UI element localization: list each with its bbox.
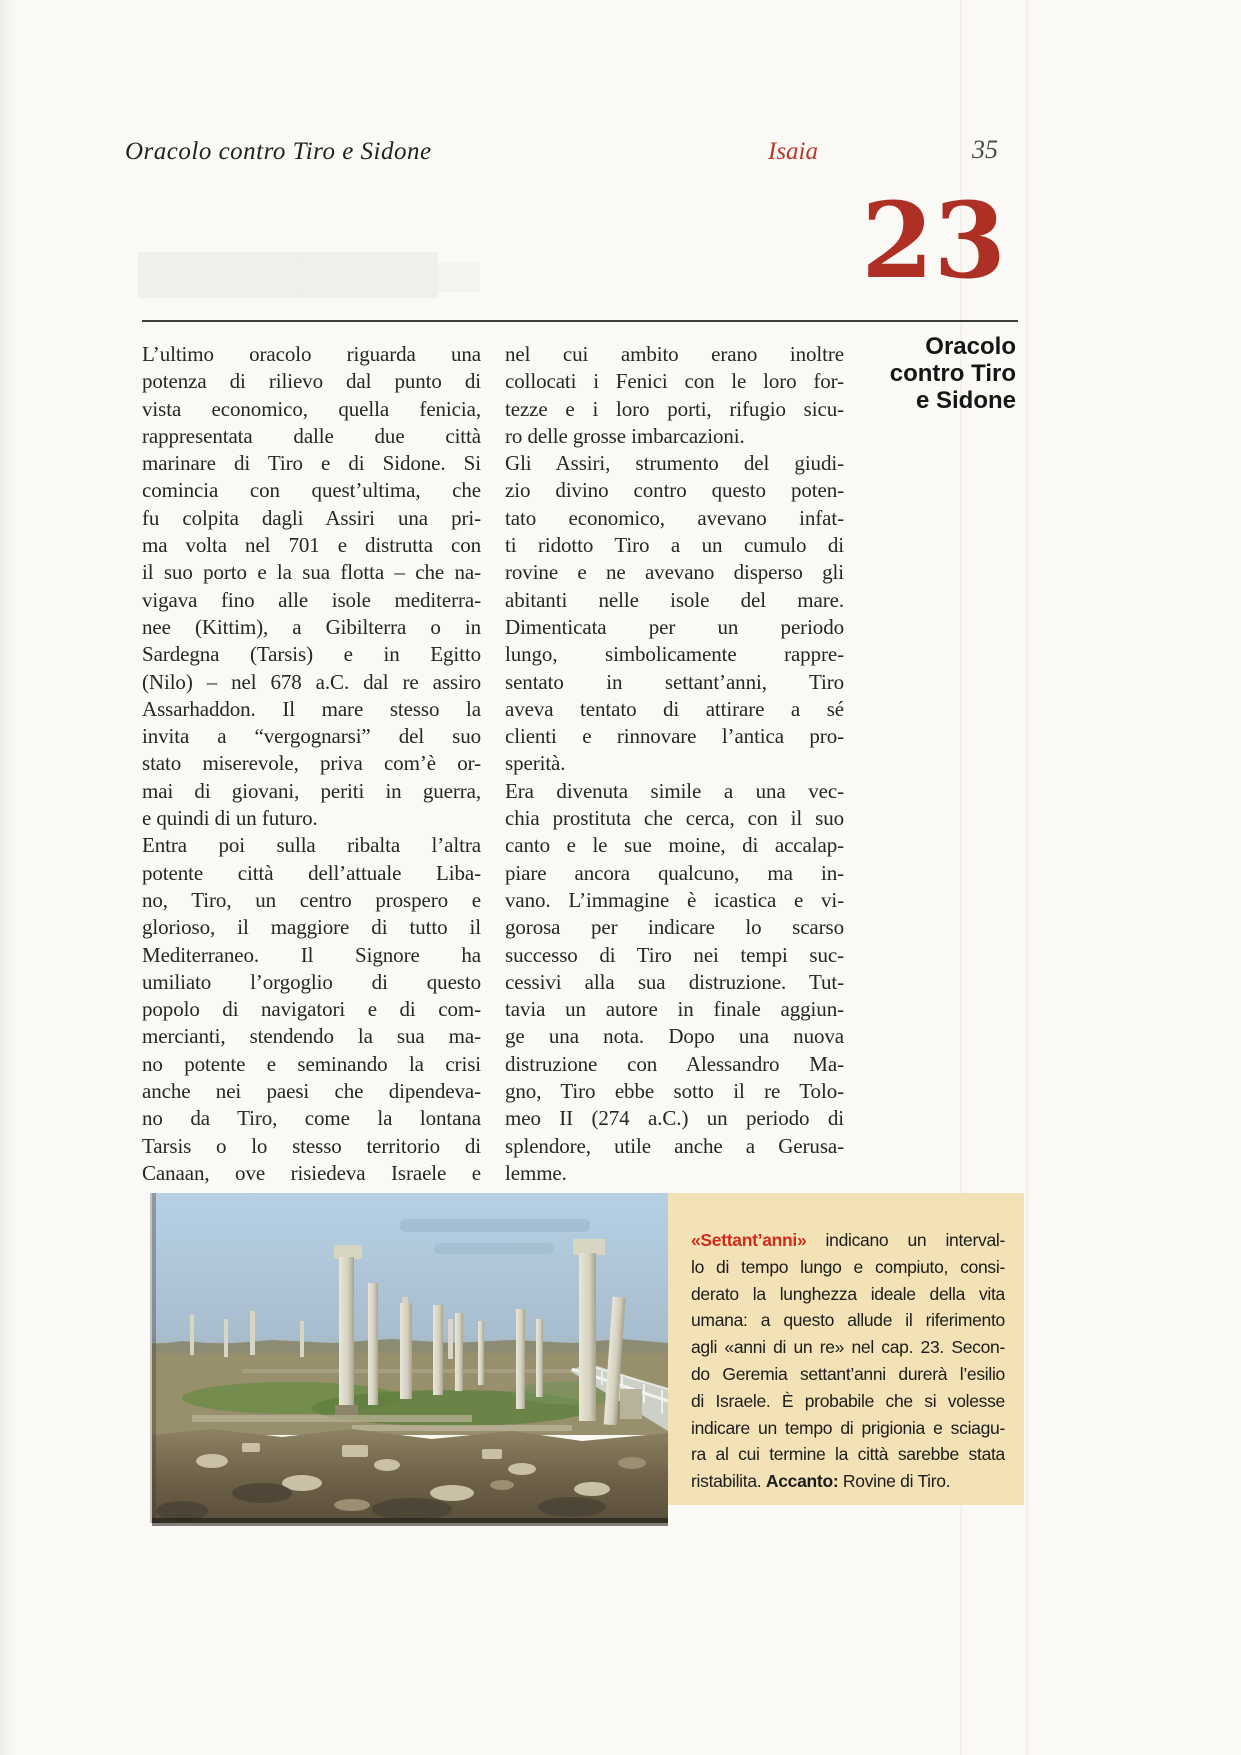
text-line: ti ridotto Tiro a un cumulo di [505, 533, 844, 558]
ruins-illustration [152, 1193, 668, 1523]
text-line: potente città dell’attuale Liba- [142, 860, 481, 885]
text-line: marinare di Tiro e di Sidone. Si [142, 451, 481, 476]
text-line: invita a “vergognarsi” del suo [142, 724, 481, 749]
text-line [691, 1307, 1005, 1334]
running-header-book: Isaia [768, 138, 818, 165]
text-line: nee (Kittim), a Gibilterra o in [142, 614, 481, 639]
text-line: sentato in settant’anni, Tiro [505, 669, 844, 694]
plain-text: agli «anni di un re» nel cap. 23. Secon- [691, 1337, 1005, 1358]
text-line: il suo porto e la sua flotta – che na- [142, 560, 481, 585]
plain-text: umana: a questo allude il riferimento [691, 1310, 1005, 1331]
text-line [691, 1334, 1005, 1361]
text-line: rappresentata dalle due città [142, 423, 481, 448]
text-line: piare ancora qualcuno, ma in- [505, 860, 844, 885]
infobox-text [691, 1227, 1005, 1495]
text-line: (Nilo) – nel 678 a.C. dal re assiro [142, 669, 481, 694]
text-line: tavia un autore in finale aggiun- [505, 997, 844, 1022]
text-line: tezze e i loro porti, rifugio sicu- [505, 396, 844, 421]
text-line: meo II (274 a.C.) un periodo di [505, 1106, 844, 1131]
text-line: e quindi di un futuro. [142, 806, 318, 831]
text-line [691, 1361, 1005, 1388]
body-column-right [505, 341, 844, 1187]
text-line: Tarsis o lo stesso territorio di [142, 1133, 481, 1158]
text-line: rovine e ne avevano disperso gli [505, 560, 844, 585]
text-line: Assarhaddon. Il mare stesso la [142, 696, 481, 721]
text-line: distruzione con Alessandro Ma- [505, 1051, 844, 1076]
infobox-keyword: «Settant’anni» [691, 1230, 807, 1250]
text-line: Oracolo [925, 333, 1016, 360]
text-line: mai di giovani, periti in guerra, [142, 778, 481, 803]
running-header-title: Oracolo contro Tiro e Sidone [125, 138, 432, 165]
body-column-left [142, 341, 481, 1187]
text-line: aveva tentato di attirare a sé [505, 696, 844, 721]
text-line: successo di Tiro nei tempi suc- [505, 942, 844, 967]
text-line [691, 1468, 1005, 1495]
text-line: vista economico, quella fenicia, [142, 396, 481, 421]
page-number: 35 [972, 135, 998, 164]
text-line: sperità. [505, 751, 566, 776]
text-line: glorioso, il maggiore di tutto il [142, 915, 481, 940]
text-line: nel cui ambito erano inoltre [505, 342, 844, 366]
text-line: ro delle grosse imbarcazioni. [505, 423, 745, 448]
text-line: e Sidone [915, 387, 1016, 414]
text-line: vigava fino alle isole mediterra- [142, 587, 481, 612]
photo-ruins-of-tyre [152, 1193, 668, 1523]
text-line: splendore, utile anche a Gerusa- [505, 1133, 844, 1158]
text-line: popolo di navigatori e di com- [142, 997, 481, 1022]
text-line: potenza di rilievo dal punto di [142, 369, 481, 394]
text-line: Mediterraneo. Il Signore ha [142, 942, 481, 967]
text-line: no, Tiro, un centro prospero e [142, 887, 481, 912]
text-line [691, 1441, 1005, 1468]
text-line: Entra poi sulla ribalta l’altra [142, 833, 481, 858]
text-line: umiliato l’orgoglio di questo [142, 969, 481, 994]
plain-text: di Israele. È probabile che si volesse [691, 1390, 1005, 1411]
text-line: no potente e seminando la crisi [142, 1051, 481, 1076]
text-line [691, 1227, 1005, 1254]
text-line: canto e le sue moine, di accalap- [505, 833, 844, 858]
text-line: fu colpita dagli Assiri una pri- [142, 505, 481, 530]
page-crease [1026, 0, 1028, 1755]
text-line: tato economico, avevano infat- [505, 505, 844, 530]
plain-text: indicano un interval- [806, 1230, 1005, 1250]
text-line [691, 1415, 1005, 1442]
text-line: zio divino contro questo poten- [505, 478, 844, 503]
text-line: vano. L’immagine è icastica e vi- [505, 887, 844, 912]
text-line: clienti e rinnovare l’antica pro- [505, 724, 844, 749]
text-line [691, 1254, 1005, 1281]
text-line [691, 1281, 1005, 1308]
text-line [691, 1388, 1005, 1415]
text-line: Era divenuta simile a una vec- [505, 778, 844, 803]
text-line: Dimenticata per un periodo [505, 614, 844, 639]
showthrough-mark [300, 262, 480, 292]
text-line: no da Tiro, come la lontana [142, 1106, 481, 1131]
text-line: lungo, simbolicamente rappre- [505, 642, 844, 667]
text-line: abitanti nelle isole del mare. [505, 587, 844, 612]
text-line: Canaan, ove risiedeva Israele e [142, 1160, 481, 1185]
text-line: gno, Tiro ebbe sotto il re Tolo- [505, 1079, 844, 1104]
text-line: lemme. [505, 1160, 567, 1185]
plain-text: Rovine di Tiro. [838, 1471, 951, 1492]
text-line: Sardegna (Tarsis) e in Egitto [142, 642, 481, 667]
text-line: L’ultimo oracolo riguarda una [142, 342, 481, 366]
text-line: ge una nota. Dopo una nuova [505, 1024, 844, 1049]
text-line: stato miserevole, priva com’è or- [142, 751, 481, 776]
plain-text: do Geremia settant’anni durerà l’esilio [691, 1363, 1005, 1384]
chapter-number: 23 [861, 179, 1006, 302]
page-edge-shade [0, 0, 14, 1755]
plain-text: lo di tempo lungo e compiuto, consi- [691, 1256, 1005, 1277]
text-line: chia prostituta che cerca, con il suo [505, 806, 844, 831]
text-line: collocati i Fenici con le loro for- [505, 369, 844, 394]
bold-text: Accanto: [765, 1471, 839, 1492]
text-line: ma volta nel 701 e distrutta con [142, 533, 481, 558]
header-rule [142, 320, 1018, 322]
plain-text: ristabilita. [691, 1471, 766, 1492]
infobox-settantanni [668, 1193, 1024, 1505]
text-line: gorosa per indicare lo scarso [505, 915, 844, 940]
text-line: Gli Assiri, strumento del giudi- [505, 451, 844, 476]
text-line: comincia con quest’ultima, che [142, 478, 481, 503]
text-line: cessivi alla sua distruzione. Tut- [505, 969, 844, 994]
plain-text: indicare un tempo di prigionia e sciagu- [691, 1417, 1005, 1438]
text-line: mercianti, stendendo la sua ma- [142, 1024, 481, 1049]
text-line: anche nei paesi che dipendeva- [142, 1079, 481, 1104]
text-line: contro Tiro [889, 360, 1016, 387]
plain-text: derato la lunghezza ideale della vita [691, 1283, 1005, 1304]
plain-text: ra al cui termine la città sarebbe stata [691, 1444, 1005, 1465]
